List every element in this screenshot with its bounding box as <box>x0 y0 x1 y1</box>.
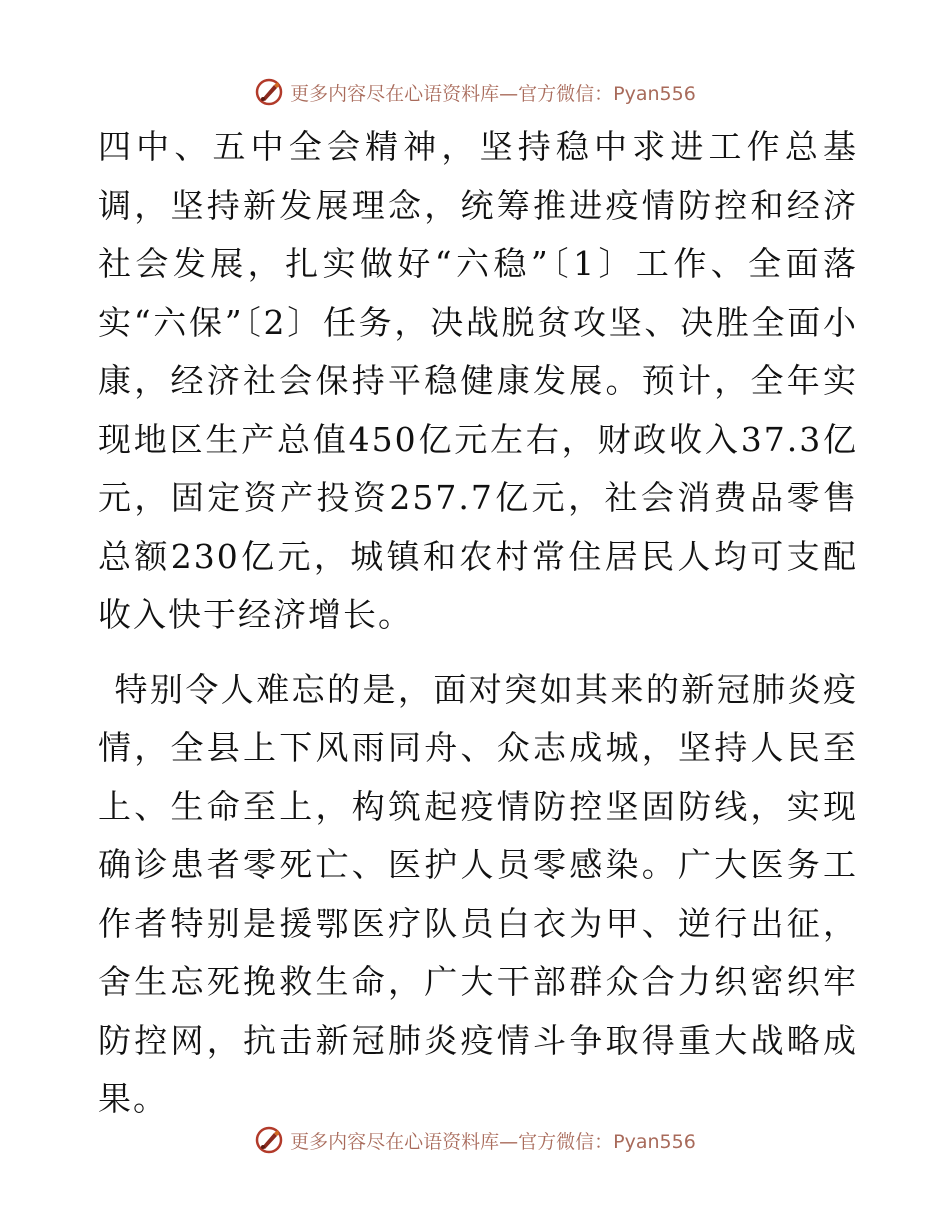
feather-pen-logo-icon <box>254 77 284 107</box>
footer-watermark-banner <box>0 1118 950 1162</box>
paragraph-pandemic-response: 特别令人难忘的是，面对突如其来的新冠肺炎疫情，全县上下风雨同舟、众志成城，坚持人民至上、生命至上，构筑起疫情防控坚固防线，实现确诊患者零死亡、医护人员零感染。广大医务工作者特别是援鄂医疗队员白衣为甲、逆行出征，舍生忘死挽救生命，广大干部群众合力织密织牢防控网，抗击新冠肺炎疫情斗争取得重大战略成果。 <box>98 669 858 1118</box>
feather-pen-logo-icon <box>254 1125 284 1155</box>
footer-watermark-text: 更多内容尽在心语资料库—官方微信：Pyan556 <box>290 1130 696 1153</box>
document-body <box>98 118 858 1129</box>
paragraph-economy-summary: 四中、五中全会精神，坚持稳中求进工作总基调，坚持新发展理念，统筹推进疫情防控和经济社会发展，扎实做好“六稳”〔1〕工作、全面落实“六保”〔2〕任务，决战脱贫攻坚、决胜全面小康，经济社会保持平稳健康发展。预计，全年实现地区生产总值450亿元左右，财政收入37.3亿元，固定资产投资257.7亿元，社会消费品零售总额230亿元，城镇和农村常住居民人均可支配收入快于经济增长。 <box>98 127 858 634</box>
header-watermark-text: 更多内容尽在心语资料库—官方微信：Pyan556 <box>290 82 696 105</box>
header-watermark-banner <box>0 70 950 114</box>
